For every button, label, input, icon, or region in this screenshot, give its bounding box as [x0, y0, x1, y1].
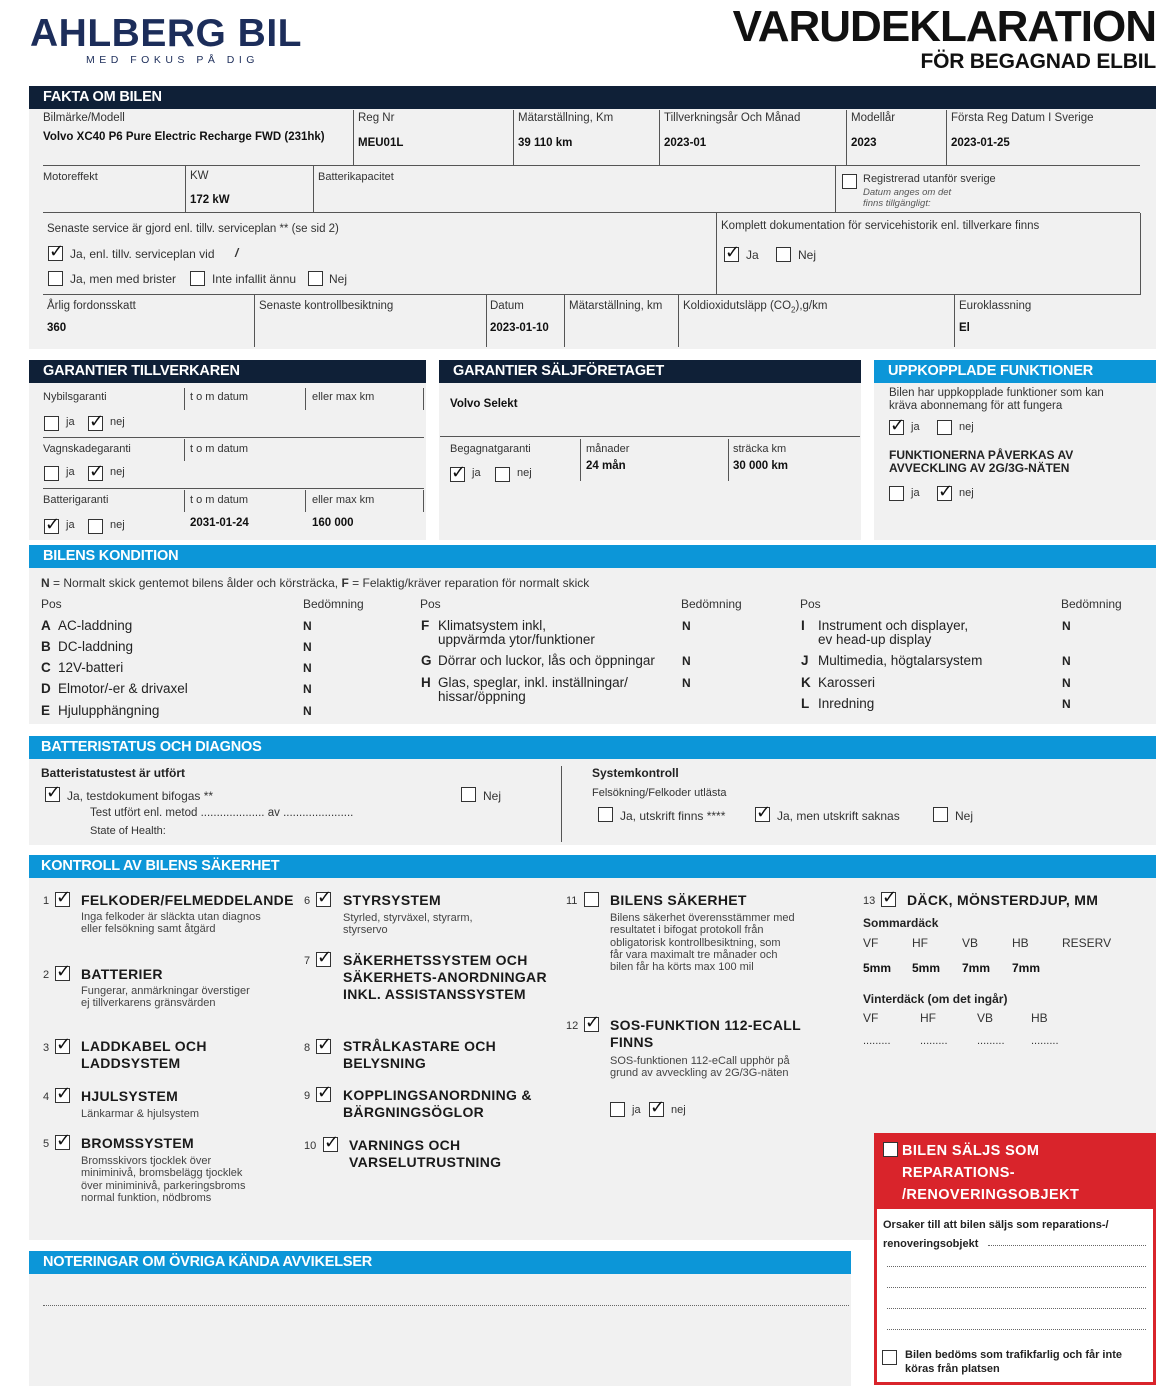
divider — [43, 165, 1140, 166]
battery-maxkm-label: eller max km — [312, 494, 375, 506]
dangerous-line2: köras från platsen — [905, 1363, 1000, 1375]
safety-bilens-sakerhet-checkbox[interactable] — [584, 892, 599, 907]
co2-label-pre: Koldioxidutsläpp (CO — [683, 300, 792, 312]
safety-item-desc: Inga felkoder är släckta utan diagnos eller felsökning samt åtgärd — [81, 911, 261, 936]
summer-tire-value: 5mm — [912, 961, 941, 975]
co2-label-sub: 2 — [791, 305, 796, 315]
connected-ja-checkbox[interactable] — [889, 420, 904, 435]
section-battery-header: BATTERISTATUS OCH DIAGNOS — [29, 736, 1156, 759]
notes-panel — [29, 1274, 851, 1386]
battery-test-yes-label: Ja, testdokument bifogas ** — [67, 789, 214, 803]
legend-mid: = Normalt skick gentemot bilens ålder och körsträcka, — [49, 576, 342, 590]
network-ja-checkbox[interactable] — [889, 486, 904, 501]
repair-title-line3: /RENOVERINGSOBJEKT — [902, 1187, 1080, 1203]
service-label: Senaste service är gjord enl. tillv. serviceplan ** (se sid 2) — [47, 223, 339, 235]
condition-letter: F — [421, 618, 430, 633]
safety-item-title: HJULSYSTEM — [81, 1088, 179, 1104]
doc-no-label: Nej — [798, 248, 817, 262]
condition-letter: E — [41, 703, 51, 718]
col2-pos: Pos — [420, 597, 441, 611]
condition-letter: A — [41, 618, 51, 633]
tire-col: HF — [912, 936, 928, 950]
divider — [728, 439, 729, 481]
brand-name: AHLBERG BIL — [30, 12, 302, 55]
registered-abroad-note — [863, 187, 951, 209]
safety-number: 2 — [43, 969, 50, 981]
model-label: Bilmärke/Modell — [43, 112, 125, 124]
divider — [184, 490, 185, 512]
method-dots2: ...................... — [283, 807, 354, 819]
model-year-label: Modellår — [851, 112, 896, 124]
connected-nej-label: nej — [959, 421, 974, 433]
condition-item: Dörrar och luckor, lås och öppningar — [438, 653, 655, 668]
euro-label: Euroklassning — [959, 300, 1032, 312]
system-check-label: Systemkontroll — [592, 766, 679, 780]
winter-tires-label: Vinterdäck (om det ingår) — [863, 992, 1008, 1006]
safety-item-title: FELKODER/FELMEDDELANDE — [81, 892, 294, 908]
repair-reason-label — [883, 1216, 1109, 1254]
body-ja-label: ja — [66, 466, 75, 478]
safety-item-desc: Bilens säkerhet överensstämmer med resultatet i bifogat protokoll från obligatorisk kontrollbesiktning, som får vara maximalt tre månader och bilen får ha körts max 100 mil — [610, 912, 795, 974]
safety-number: 6 — [304, 895, 311, 907]
winter-tire-value: ......... — [1031, 1035, 1059, 1047]
body-nej-label: nej — [110, 466, 125, 478]
sos-ja-label: ja — [632, 1104, 641, 1116]
condition-item: Hjulupphängning — [58, 703, 160, 718]
divider — [184, 439, 185, 461]
inspection-date-value: 2023-01-10 — [490, 322, 549, 334]
tire-col: VB — [977, 1011, 994, 1025]
printout-missing-checkbox[interactable] — [755, 807, 770, 822]
col1-grade: Bedömning — [303, 597, 364, 611]
repair-reason-line1: Orsaker till att bilen säljs som reparations-/ — [883, 1219, 1109, 1231]
condition-legend — [41, 576, 589, 590]
condition-grade: N — [1062, 676, 1071, 690]
condition-letter: D — [41, 681, 51, 696]
condition-grade: N — [303, 704, 312, 718]
safety-sakerhetssystem-checkbox[interactable] — [316, 952, 331, 967]
condition-item: 12V-batteri — [58, 660, 124, 675]
power-label: Motoreffekt — [43, 171, 98, 183]
safety-number: 4 — [43, 1091, 50, 1103]
safety-stralkastare-checkbox[interactable] — [316, 1039, 331, 1054]
condition-grade: N — [1062, 654, 1071, 668]
condition-letter: L — [801, 696, 810, 711]
sos-nej-checkbox[interactable] — [649, 1102, 664, 1117]
condition-grade: N — [303, 640, 312, 654]
battery-warranty-ja-checkbox[interactable] — [44, 519, 59, 534]
condition-grade: N — [1062, 619, 1071, 633]
inspection-label: Senaste kontrollbesiktning — [259, 300, 394, 312]
tire-col: VF — [863, 1011, 879, 1025]
body-warranty-label: Vagnskadegaranti — [43, 443, 131, 455]
divider — [678, 295, 679, 347]
reg-value: MEU01L — [358, 137, 404, 149]
divider — [305, 490, 306, 512]
body-tom-label: t o m datum — [190, 443, 249, 455]
condition-item: Instrument och displayer, — [818, 618, 969, 633]
repair-reason-line[interactable] — [887, 1287, 1146, 1288]
network-nej-label: nej — [959, 487, 974, 499]
brand-logo — [30, 12, 342, 74]
reg-label: Reg Nr — [358, 112, 395, 124]
battery-nej-label: nej — [110, 519, 125, 531]
summer-tire-value: 7mm — [1012, 961, 1041, 975]
connected-ja-label: ja — [911, 421, 920, 433]
printout-no-label: Nej — [955, 809, 974, 823]
divider — [43, 294, 716, 295]
repair-title — [902, 1140, 1079, 1206]
battery-test-yes-checkbox[interactable] — [45, 787, 60, 802]
dangerous-vehicle-label — [905, 1348, 1122, 1376]
divider — [305, 388, 306, 410]
service-no-label: Nej — [329, 272, 348, 286]
condition-grade: N — [303, 682, 312, 696]
service-defects-checkbox[interactable] — [48, 271, 63, 286]
odometer-label: Mätarställning, Km — [518, 112, 614, 124]
inspection-date-label: Datum — [490, 300, 524, 312]
connected-text-line1: Bilen har uppkopplade funktioner som kan — [889, 387, 1104, 399]
summer-tires-label: Sommardäck — [863, 916, 939, 930]
divider — [513, 110, 514, 165]
battery-warranty-date: 2031-01-24 — [190, 517, 249, 529]
safety-number: 10 — [304, 1140, 317, 1152]
divider — [43, 488, 424, 489]
safety-item-title: BATTERIER — [81, 966, 163, 982]
safety-laddkabel-checkbox[interactable] — [55, 1039, 70, 1054]
safety-number: 11 — [566, 895, 578, 907]
safety-koppling-checkbox[interactable] — [316, 1087, 331, 1102]
kw-value: 172 kW — [190, 194, 230, 206]
new-car-warranty-label: Nybilsgaranti — [43, 391, 107, 403]
safety-number: 9 — [304, 1090, 311, 1102]
divider — [954, 295, 955, 347]
battery-test-label: Batteristatustest är utfört — [41, 766, 186, 780]
divider — [254, 295, 255, 347]
safety-item-title: BROMSSYSTEM — [81, 1135, 194, 1151]
printout-missing-label: Ja, men utskrift saknas — [777, 809, 900, 823]
method-dots: .................... — [200, 807, 265, 819]
condition-grade: N — [682, 619, 691, 633]
new-car-warranty-ja-checkbox[interactable] — [44, 416, 59, 431]
registered-abroad-label: Registrerad utanför sverige — [863, 173, 996, 185]
battery-warranty-nej-checkbox[interactable] — [88, 519, 103, 534]
service-not-due-checkbox[interactable] — [190, 271, 205, 286]
condition-item-line2: hissar/öppning — [438, 689, 526, 704]
safety-felkoder-checkbox[interactable] — [55, 892, 70, 907]
legend-f: F — [341, 576, 349, 590]
condition-grade: N — [682, 676, 691, 690]
col1-pos: Pos — [41, 597, 62, 611]
kw-label: KW — [190, 170, 209, 182]
divider — [486, 295, 487, 347]
tire-col: RESERV — [1062, 936, 1112, 950]
battery-method — [90, 807, 353, 819]
section-safety-header: KONTROLL AV BILENS SÄKERHET — [29, 855, 1156, 878]
condition-grade: N — [1062, 697, 1071, 711]
safety-item-desc: Bromsskivors tjocklek över miniminivå, bromsbelägg tjocklek över miniminivå, parkeringsbroms normal funktion, nödbroms — [81, 1155, 246, 1204]
body-warranty-ja-checkbox[interactable] — [44, 466, 59, 481]
battery-warranty-label: Batterigaranti — [43, 494, 109, 506]
battery-warranty-km: 160 000 — [312, 517, 354, 529]
service-no-checkbox[interactable] — [308, 271, 323, 286]
safety-item-title: VARNINGS OCH VARSELUTRUSTNING — [349, 1137, 502, 1170]
divider — [184, 388, 185, 410]
safety-bromssystem-checkbox[interactable] — [55, 1135, 70, 1150]
divider — [846, 110, 847, 165]
condition-item-line2: uppvärmda ytor/funktioner — [438, 632, 595, 647]
safety-dack-checkbox[interactable] — [881, 892, 896, 907]
repair-reason-line[interactable] — [887, 1329, 1146, 1330]
divider — [423, 490, 424, 512]
condition-grade: N — [303, 661, 312, 675]
safety-item-title: STYRSYSTEM — [343, 892, 441, 908]
safety-item-title: STRÅLKASTARE OCH BELYSNING — [343, 1038, 497, 1071]
printout-yes-checkbox[interactable] — [598, 807, 613, 822]
state-of-health-label: State of Health: — [90, 825, 166, 837]
condition-item: DC-laddning — [58, 639, 134, 654]
condition-item: Elmotor/-er & drivaxel — [58, 681, 188, 696]
first-reg-value: 2023-01-25 — [951, 137, 1010, 149]
service-yes-plan-suffix: / — [235, 246, 239, 260]
section-notes-header: NOTERINGAR OM ÖVRIGA KÄNDA AVVIKELSER — [29, 1251, 851, 1274]
doc-label: Komplett dokumentation för servicehistorik enl. tillverkare finns — [721, 220, 1040, 232]
safety-item-title: BILENS SÄKERHET — [610, 892, 747, 908]
safety-varning-checkbox[interactable] — [323, 1137, 338, 1152]
tire-col: VB — [962, 936, 979, 950]
doc-yes-label: Ja — [746, 248, 759, 262]
printout-yes-label: Ja, utskrift finns **** — [620, 809, 726, 823]
safety-number: 12 — [566, 1020, 579, 1032]
divider — [353, 110, 354, 165]
connected-text — [889, 387, 1104, 413]
abroad-note-line1: Datum anges om det — [863, 187, 952, 198]
new-car-nej-label: nej — [110, 416, 125, 428]
used-ja-label: ja — [472, 467, 481, 479]
months-label: månader — [586, 443, 630, 455]
model-value: Volvo XC40 P6 Pure Electric Recharge FWD (231hk) — [43, 131, 325, 143]
body-warranty-nej-checkbox[interactable] — [88, 466, 103, 481]
battery-tom-label: t o m datum — [190, 494, 249, 506]
service-yes-plan-label: Ja, enl. tillv. serviceplan vid — [70, 247, 215, 261]
legend-end: = Felaktig/kräver reparation för normalt skick — [348, 576, 590, 590]
repair-reason-line2: renoveringsobjekt — [883, 1238, 979, 1250]
condition-letter: K — [801, 675, 811, 690]
section-fakta-header: FAKTA OM BILEN — [29, 86, 1156, 109]
condition-item: Inredning — [818, 696, 875, 711]
service-yes-plan-checkbox[interactable] — [48, 246, 63, 261]
sos-ja-checkbox[interactable] — [610, 1102, 625, 1117]
col2-grade: Bedömning — [681, 597, 742, 611]
divider — [313, 166, 314, 212]
battery-test-no-label: Nej — [483, 789, 502, 803]
condition-letter: G — [421, 653, 432, 668]
divider — [561, 766, 562, 842]
safety-number: 8 — [304, 1042, 311, 1054]
network-nej-checkbox[interactable] — [937, 486, 952, 501]
section-garanti-salj-header: GARANTIER SÄLJFÖRETAGET — [439, 360, 861, 383]
repair-reason-line[interactable] — [887, 1266, 1146, 1267]
seller-program: Volvo Selekt — [450, 398, 518, 410]
tire-col: HF — [920, 1011, 936, 1025]
divider — [580, 439, 581, 481]
section-garanti-tillverkaren-header: GARANTIER TILLVERKAREN — [29, 360, 426, 383]
repair-object-checkbox[interactable] — [883, 1142, 898, 1157]
safety-hjulsystem-checkbox[interactable] — [55, 1088, 70, 1103]
co2-label — [683, 300, 827, 314]
condition-item: AC-laddning — [58, 618, 133, 633]
condition-letter: B — [41, 639, 51, 654]
condition-grade: N — [682, 654, 691, 668]
safety-batterier-checkbox[interactable] — [55, 966, 70, 981]
battery-capacity-label: Batterikapacitet — [318, 171, 394, 183]
safety-item-title: SOS-FUNKTION 112-ECALL FINNS — [610, 1017, 801, 1050]
used-warranty-nej-checkbox[interactable] — [495, 467, 510, 482]
safety-number: 7 — [304, 955, 311, 967]
winter-tire-value: ......... — [920, 1035, 948, 1047]
months-value: 24 mån — [586, 460, 626, 472]
tax-label: Årlig fordonsskatt — [47, 300, 136, 312]
network-question-line2: AVVECKLING AV 2G/3G-NÄTEN — [889, 461, 1070, 475]
divider — [835, 166, 836, 212]
safety-item-desc: Styrled, styrväxel, styrarm, styrservo — [343, 912, 473, 937]
safety-item-title: SÄKERHETSSYSTEM OCH SÄKERHETS-ANORDNINGAR INKL. ASSISTANSSYSTEM — [343, 952, 547, 1002]
notes-line[interactable] — [43, 1305, 849, 1306]
new-car-warranty-nej-checkbox[interactable] — [88, 416, 103, 431]
divider — [423, 388, 424, 410]
condition-item: Karosseri — [818, 675, 876, 690]
condition-grade: N — [303, 619, 312, 633]
repair-title-line2: REPARATIONS- — [902, 1165, 1016, 1181]
safety-number: 13 — [863, 895, 876, 907]
distance-value: 30 000 km — [733, 460, 788, 472]
condition-letter: C — [41, 660, 51, 675]
battery-test-no-checkbox[interactable] — [461, 787, 476, 802]
doc-no-checkbox[interactable] — [776, 247, 791, 262]
safety-sos-checkbox[interactable] — [584, 1017, 599, 1032]
used-warranty-label: Begagnatgaranti — [450, 443, 531, 455]
method-av: av — [267, 807, 280, 819]
safety-item-title: DÄCK, MÖNSTERDJUP, MM — [907, 892, 1099, 908]
section-connected-header: UPPKOPPLADE FUNKTIONER — [874, 360, 1156, 383]
winter-tire-value: ......... — [977, 1035, 1005, 1047]
doc-yes-checkbox[interactable] — [724, 247, 739, 262]
euro-value: El — [959, 322, 970, 334]
sos-nej-label: nej — [671, 1104, 686, 1116]
divider — [564, 295, 565, 347]
co2-label-post: ),g/km — [795, 300, 828, 312]
document-subtitle: FÖR BEGAGNAD ELBIL — [920, 50, 1156, 73]
manufacture-label: Tillverkningsår Och Månad — [664, 112, 801, 124]
condition-item: Glas, speglar, inkl. inställningar/ — [438, 675, 628, 690]
repair-reason-line[interactable] — [887, 1308, 1146, 1309]
safety-number: 5 — [43, 1138, 50, 1150]
col3-pos: Pos — [800, 597, 821, 611]
divider — [185, 166, 186, 212]
network-ja-label: ja — [911, 487, 920, 499]
condition-letter: I — [801, 618, 805, 633]
network-question-line1: FUNKTIONERNA PÅVERKAS AV — [889, 448, 1074, 462]
distance-label: sträcka km — [733, 443, 787, 455]
divider — [946, 110, 947, 165]
network-question — [889, 449, 1073, 475]
safety-item-desc: SOS-funktionen 112-eCall upphör på grund av avveckling av 2G/3G-näten — [610, 1055, 790, 1080]
summer-tire-value: 7mm — [962, 961, 991, 975]
battery-ja-label: ja — [66, 519, 75, 531]
tire-col: HB — [1012, 936, 1029, 950]
abroad-note-line2: finns tillgängligt: — [863, 198, 931, 209]
dangerous-line1: Bilen bedöms som trafikfarlig och får inte — [905, 1349, 1122, 1361]
tire-col: VF — [863, 936, 879, 950]
registered-abroad-checkbox[interactable] — [842, 174, 857, 189]
safety-item-desc: Fungerar, anmärkningar överstiger ej tillverkarens gränsvärden — [81, 985, 250, 1010]
connected-nej-checkbox[interactable] — [937, 420, 952, 435]
safety-item-title: KOPPLINGSANORDNING & BÄRGNINGSÖGLOR — [343, 1087, 532, 1120]
tax-value: 360 — [47, 322, 67, 334]
condition-letter: J — [801, 653, 809, 668]
safety-item-title: LADDKABEL OCH LADDSYSTEM — [81, 1038, 207, 1071]
printout-no-checkbox[interactable] — [933, 807, 948, 822]
odometer-value: 39 110 km — [518, 137, 573, 149]
divider — [43, 437, 424, 438]
used-nej-label: nej — [517, 467, 532, 479]
manufacture-value: 2023-01 — [664, 137, 707, 149]
condition-item: Multimedia, högtalarsystem — [818, 653, 983, 668]
first-reg-label: Första Reg Datum I Sverige — [951, 112, 1094, 124]
fault-codes-label: Felsökning/Felkoder utlästa — [592, 787, 727, 799]
col3-grade: Bedömning — [1061, 597, 1122, 611]
inspection-odometer-label: Mätarställning, km — [569, 300, 663, 312]
section-condition-header: BILENS KONDITION — [29, 545, 1156, 568]
legend-n: N — [41, 576, 50, 590]
used-warranty-ja-checkbox[interactable] — [450, 467, 465, 482]
model-year-value: 2023 — [851, 137, 877, 149]
service-not-due-label: Inte infallit ännu — [212, 272, 297, 286]
divider — [659, 110, 660, 165]
dangerous-vehicle-checkbox[interactable] — [882, 1350, 897, 1365]
repair-reason-line[interactable] — [988, 1245, 1146, 1246]
condition-item-line2: ev head-up display — [818, 632, 932, 647]
safety-number: 3 — [43, 1042, 50, 1054]
tire-col: HB — [1031, 1011, 1048, 1025]
summer-tire-value: 5mm — [863, 961, 892, 975]
service-defects-label: Ja, men med brister — [70, 272, 177, 286]
safety-number: 1 — [43, 895, 50, 907]
connected-text-line2: kräva abonnemang för att fungera — [889, 400, 1063, 412]
document-title: VARUDEKLARATION — [732, 2, 1156, 51]
winter-tire-value: ......... — [863, 1035, 891, 1047]
repair-title-line1: BILEN SÄLJS SOM — [902, 1143, 1040, 1159]
condition-item: Klimatsystem inkl, — [438, 618, 547, 633]
safety-item-desc: Länkarmar & hjulsystem — [81, 1108, 199, 1120]
method-label: Test utfört enl. metod — [90, 807, 198, 819]
condition-letter: H — [421, 675, 431, 690]
brand-tagline: MED FOKUS PÅ DIG — [86, 54, 259, 66]
divider — [440, 436, 860, 437]
new-car-tom-label: t o m datum — [190, 391, 249, 403]
new-car-maxkm-label: eller max km — [312, 391, 375, 403]
new-car-ja-label: ja — [66, 416, 75, 428]
safety-styrsystem-checkbox[interactable] — [316, 892, 331, 907]
